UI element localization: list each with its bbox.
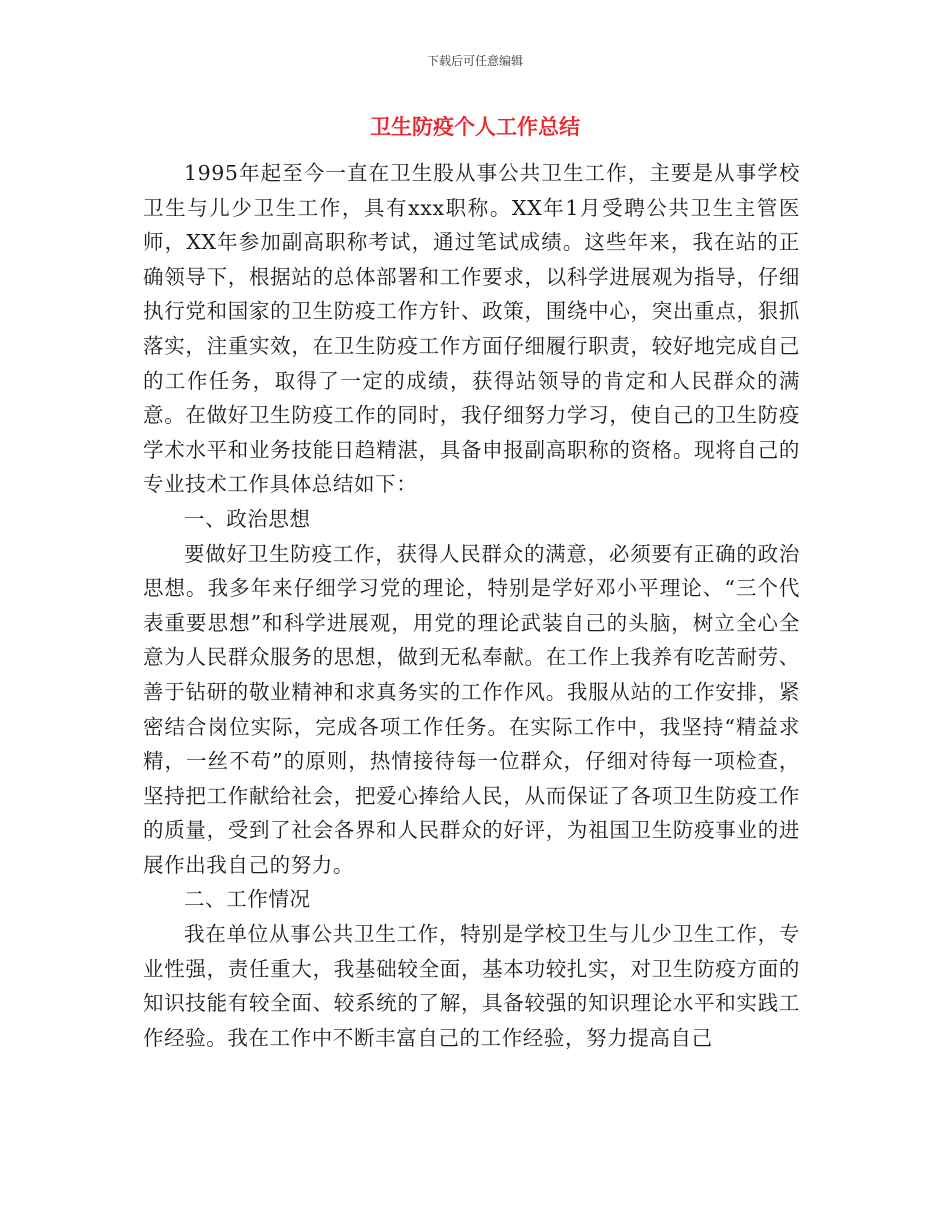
section-heading-political: 一、政治思想 [184, 506, 311, 531]
paragraph-intro: 1995年起至今一直在卫生股从事公共卫生工作，主要是从事学校卫生与儿少卫生工作，具有xxx职称。XX年1月受聘公共卫生主管医师，XX年参加副高职称考试，通过笔试成绩。这些年来，我在站的正确领导下，根据站的总体部署和工作要求，以科学进展观为指导，仔细执行党和国家的卫生防疫工作方针、政策，围绕中心，突出重点，狠抓落实，注重实效，在卫生防疫工作方面仔细履行职责，较好地完成自己的工作任务，取得了一定的成绩，获得站领导的肯定和人民群众的满意。在做好卫生防疫工作的同时，我仔细努力学习，使自己的卫生防疫学术水平和业务技能日趋精湛，具备申报副高职称的资格。现将自己的专业技术工作具体总结如下： [143, 161, 800, 497]
document-title: 卫生防疫个人工作总结 [370, 114, 580, 139]
section-heading-work: 二、工作情况 [184, 887, 311, 912]
paragraph-work: 我在单位从事公共卫生工作，特别是学校卫生与儿少卫生工作，专业性强，责任重大，我基础较全面，基本功较扎实，对卫生防疫方面的知识技能有较全面、较系统的了解，具备较强的知识理论水平和实践工作经验。我在工作中不断丰富自己的工作经验，努力提高自己 [143, 922, 800, 1050]
paragraph-political: 要做好卫生防疫工作，获得人民群众的满意，必须要有正确的政治思想。我多年来仔细学习党的理论，特别是学好邓小平理论、“三个代表重要思想”和科学进展观，用党的理论武装自己的头脑，树立全心全意为人民群众服务的思想，做到无私奉献。在工作上我养有吃苦耐劳、善于钻研的敬业精神和求真务实的工作作风。我服从站的工作安排，紧密结合岗位实际，完成各项工作任务。在实际工作中，我坚持“精益求精，一丝不苟”的原则，热情接待每一位群众，仔细对待每一项检查，坚持把工作献给社会，把爱心捧给人民，从而保证了各项卫生防疫工作的质量，受到了社会各界和人民群众的好评，为祖国卫生防疫事业的进展作出我自己的努力。 [143, 541, 800, 877]
header-note: 下载后可任意编辑 [426, 54, 523, 68]
document-body [143, 156, 800, 1055]
